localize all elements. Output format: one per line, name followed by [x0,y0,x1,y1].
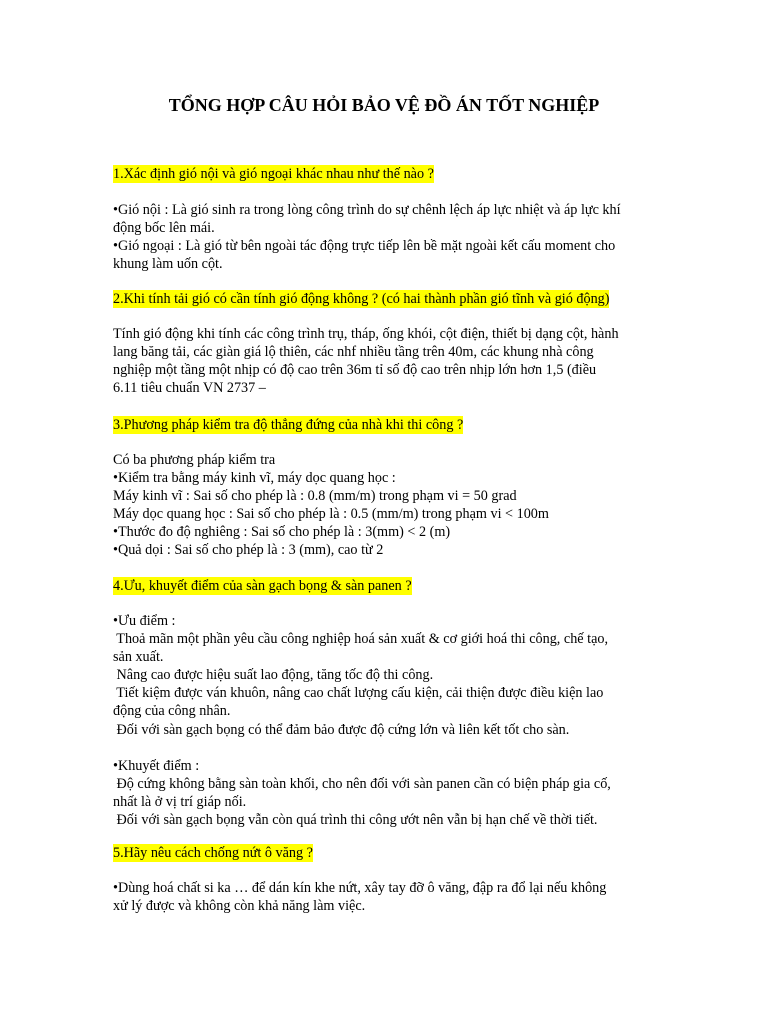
answer-line: nghiệp một tầng một nhịp có độ cao trên 36m tỉ số độ cao trên nhịp lớn hơn 1,5 (điều [113,362,597,379]
question-4 [113,577,412,595]
answer-line: Có ba phương pháp kiểm tra [113,452,276,468]
answer-line: nhất là ở vị trí giáp nối. [113,793,247,810]
answer-5 [113,879,653,915]
answer-line: sản xuất. [113,649,164,666]
answer-1 [113,201,653,273]
answer-line: Thoả mãn một phần yêu cầu công nghiệp hoá sản xuất & cơ giới hoá thi công, chế tạo, [113,631,609,648]
answer-line: lang băng tải, các giàn giá lộ thiên, các nhf nhiều tầng trên 40m, các khung nhà công [113,344,594,361]
question-1-text: 1.Xác định gió nội và gió ngoại khác nhau như thế nào ? [113,166,434,182]
question-5 [113,844,313,862]
answer-line: •Gió ngoại : Là gió từ bên ngoài tác động trực tiếp lên bề mặt ngoài kết cấu moment cho [113,238,616,255]
answer-line: Độ cứng không bằng sàn toàn khối, cho nên đối với sàn panen cần có biện pháp gia cố, [113,775,611,792]
answer-line: xử lý được và không còn khả năng làm việc. [113,898,366,915]
document-title: TỔNG HỢP CÂU HỎI BẢO VỆ ĐỒ ÁN TỐT NGHIỆP [168,95,600,115]
answer-line: Tiết kiệm được ván khuôn, nâng cao chất lượng cấu kiện, cải thiện được điều kiện lao [113,685,604,702]
question-2-text: 2.Khi tính tải gió có cần tính gió động không ? (có hai thành phần gió tĩnh và gió động) [113,291,610,307]
answer-line: •Dùng hoá chất si ka … để dán kín khe nứt, xây tay đỡ ô văng, đập ra đổ lại nếu không [113,880,607,896]
question-1 [113,165,434,183]
answer-line: Máy dọc quang học : Sai số cho phép là : 0.5 (mm/m) trong phạm vi < 100m [113,506,549,523]
answer-line: •Gió nội : Là gió sinh ra trong lòng công trình do sự chênh lệch áp lực nhiệt và áp lực khí [113,202,621,218]
question-3-text: 3.Phương pháp kiểm tra độ thẳng đứng của nhà khi thi công ? [113,417,464,433]
question-5-text: 5.Hãy nêu cách chống nứt ô văng ? [113,845,313,861]
answer-3 [113,451,653,560]
answer-line: •Ưu điểm : [113,613,176,629]
answer-line: Máy kinh vĩ : Sai số cho phép là : 0.8 (mm/m) trong phạm vi = 50 grad [113,488,517,505]
question-3 [113,416,463,434]
answer-line: •Kiểm tra bằng máy kinh vĩ, máy dọc quang học : [113,470,396,487]
answer-line: Tính gió động khi tính các công trình trụ, tháp, ống khói, cột điện, thiết bị dạng cột, hành [113,326,619,342]
question-2 [113,290,609,308]
blank-line [113,739,653,757]
answer-line: động của công nhân. [113,703,231,720]
answer-line: động bốc lên mái. [113,220,215,237]
answer-line: Đối với sàn gạch bọng vẫn còn quá trình thi công ướt nên vẫn bị hạn chế về thời tiết. [113,812,598,829]
answer-line: •Khuyết điểm : [113,757,200,774]
answer-line: Nâng cao được hiệu suất lao động, tăng tốc độ thi công. [113,667,434,684]
answer-line: •Quả dọi : Sai số cho phép là : 3 (mm), cao từ 2 [113,542,384,559]
answer-4 [113,612,653,829]
answer-line: khung làm uốn cột. [113,256,223,273]
question-4-text: 4.Ưu, khuyết điểm của sàn gạch bọng & sàn panen ? [113,578,412,594]
answer-line: •Thước đo độ nghiêng : Sai số cho phép là : 3(mm) < 2 (m) [113,524,451,541]
answer-line: Đối với sàn gạch bọng có thể đảm bảo được độ cứng lớn và liên kết tốt cho sàn. [113,721,570,738]
answer-2 [113,325,653,397]
answer-line: 6.11 tiêu chuẩn VN 2737 – [113,380,266,397]
